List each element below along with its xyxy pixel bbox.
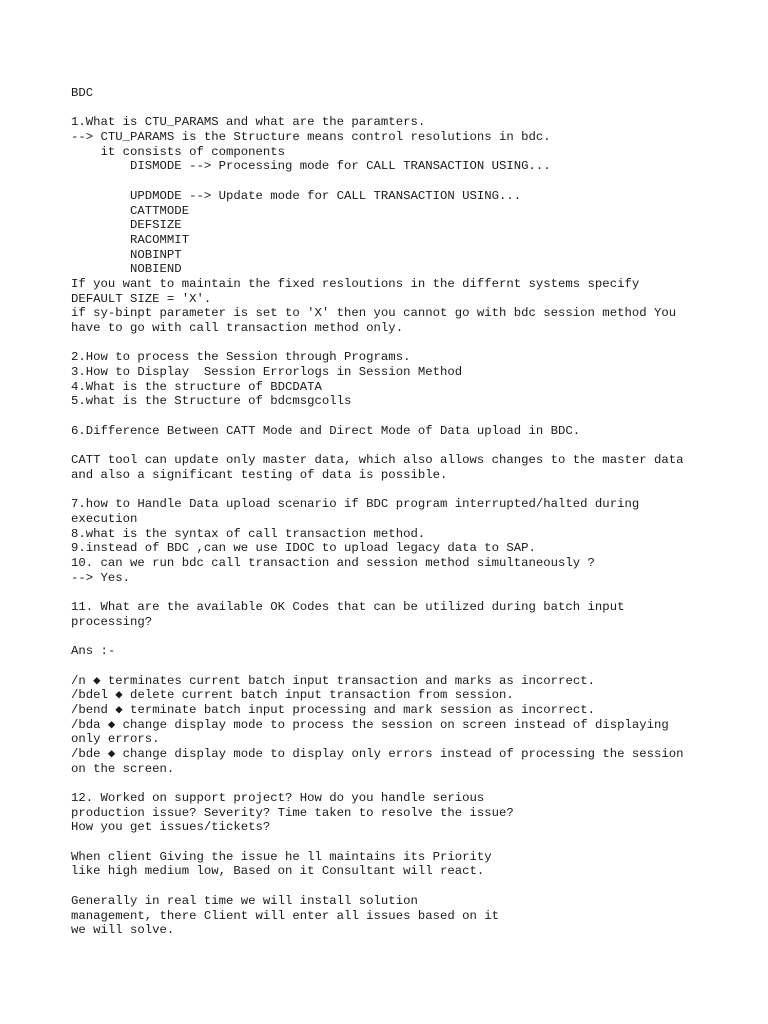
blank-line bbox=[71, 776, 751, 791]
text-line: /bend ◆ terminate batch input processing and mark session as incorrect. bbox=[71, 702, 595, 717]
blank-line bbox=[71, 835, 751, 850]
text-line: 4.What is the structure of BDCDATA bbox=[71, 379, 322, 394]
text-line: Ans :- bbox=[71, 644, 116, 659]
blank-line bbox=[71, 101, 751, 116]
text-line: /bda ◆ change display mode to process the session on screen instead of displaying bbox=[71, 717, 669, 732]
text-line: 7.how to Handle Data upload scenario if BDC program interrupted/halted during bbox=[71, 497, 640, 512]
blank-line bbox=[71, 585, 751, 600]
blank-line bbox=[71, 439, 751, 454]
text-line: If you want to maintain the fixed resloutions in the differnt systems specify bbox=[71, 276, 640, 291]
text-line: NOBIEND bbox=[71, 262, 182, 277]
text-line: production issue? Severity? Time taken to resolve the issue? bbox=[71, 805, 514, 820]
text-line: processing? bbox=[71, 614, 153, 629]
text-line: UPDMODE --> Update mode for CALL TRANSACTION USING... bbox=[71, 188, 522, 203]
text-line: only errors. bbox=[71, 732, 160, 747]
text-line: How you get issues/tickets? bbox=[71, 820, 271, 835]
text-line: /n ◆ terminates current batch input transaction and marks as incorrect. bbox=[71, 673, 595, 688]
text-line: on the screen. bbox=[71, 761, 175, 776]
blank-line bbox=[71, 659, 751, 674]
text-line: 2.How to process the Session through Programs. bbox=[71, 350, 411, 365]
text-line: CATTMODE bbox=[71, 203, 190, 218]
text-line: 3.How to Display Session Errorlogs in Session Method bbox=[71, 365, 463, 380]
text-line: RACOMMIT bbox=[71, 232, 190, 247]
text-line: if sy-binpt parameter is set to 'X' then you cannot go with bdc session method You bbox=[71, 306, 677, 321]
text-line: NOBINPT bbox=[71, 247, 182, 262]
text-line: --> Yes. bbox=[71, 570, 131, 585]
text-line: /bdel ◆ delete current batch input transaction from session. bbox=[71, 688, 514, 703]
text-line: 12. Worked on support project? How do you handle serious bbox=[71, 791, 485, 805]
text-line: DEFAULT SIZE = 'X'. bbox=[71, 291, 212, 306]
text-line: 8.what is the syntax of call transaction method. bbox=[71, 526, 426, 541]
text-line: BDC bbox=[71, 86, 94, 100]
text-line: like high medium low, Based on it Consultant will react. bbox=[71, 864, 485, 879]
text-line: we will solve. bbox=[71, 923, 175, 938]
text-line: When client Giving the issue he ll maintains its Priority bbox=[71, 849, 492, 864]
text-line: CATT tool can update only master data, which also allows changes to the master data bbox=[71, 453, 684, 468]
text-line: 1.What is CTU_PARAMS and what are the paramters. bbox=[71, 115, 426, 130]
blank-line bbox=[71, 879, 751, 894]
text-line: /bde ◆ change display mode to display only errors instead of processing the session bbox=[71, 746, 684, 761]
text-line: 9.instead of BDC ,can we use IDOC to upload legacy data to SAP. bbox=[71, 541, 536, 556]
text-line: 11. What are the available OK Codes that can be utilized during batch input bbox=[71, 600, 625, 615]
text-line: DISMODE --> Processing mode for CALL TRANSACTION USING... bbox=[71, 159, 551, 174]
blank-line bbox=[71, 336, 751, 351]
text-line: --> CTU_PARAMS is the Structure means control resolutions in bdc. bbox=[71, 130, 551, 145]
blank-line bbox=[71, 629, 751, 644]
text-line: execution bbox=[71, 511, 138, 526]
text-line: 6.Difference Between CATT Mode and Direct Mode of Data upload in BDC. bbox=[71, 423, 581, 438]
text-line: DEFSIZE bbox=[71, 218, 182, 233]
text-line: 5.what is the Structure of bdcmsgcolls bbox=[71, 394, 352, 409]
blank-line bbox=[71, 409, 751, 424]
text-line: and also a significant testing of data is possible. bbox=[71, 467, 448, 482]
blank-line bbox=[71, 174, 751, 189]
text-line: management, there Client will enter all issues based on it bbox=[71, 908, 500, 923]
text-line: 10. can we run bdc call transaction and session method simultaneously ? bbox=[71, 556, 595, 570]
text-line: it consists of components bbox=[71, 144, 286, 159]
document-body bbox=[71, 86, 751, 938]
text-line: Generally in real time we will install solution bbox=[71, 893, 418, 908]
blank-line bbox=[71, 483, 751, 498]
text-line: have to go with call transaction method only. bbox=[71, 321, 404, 335]
